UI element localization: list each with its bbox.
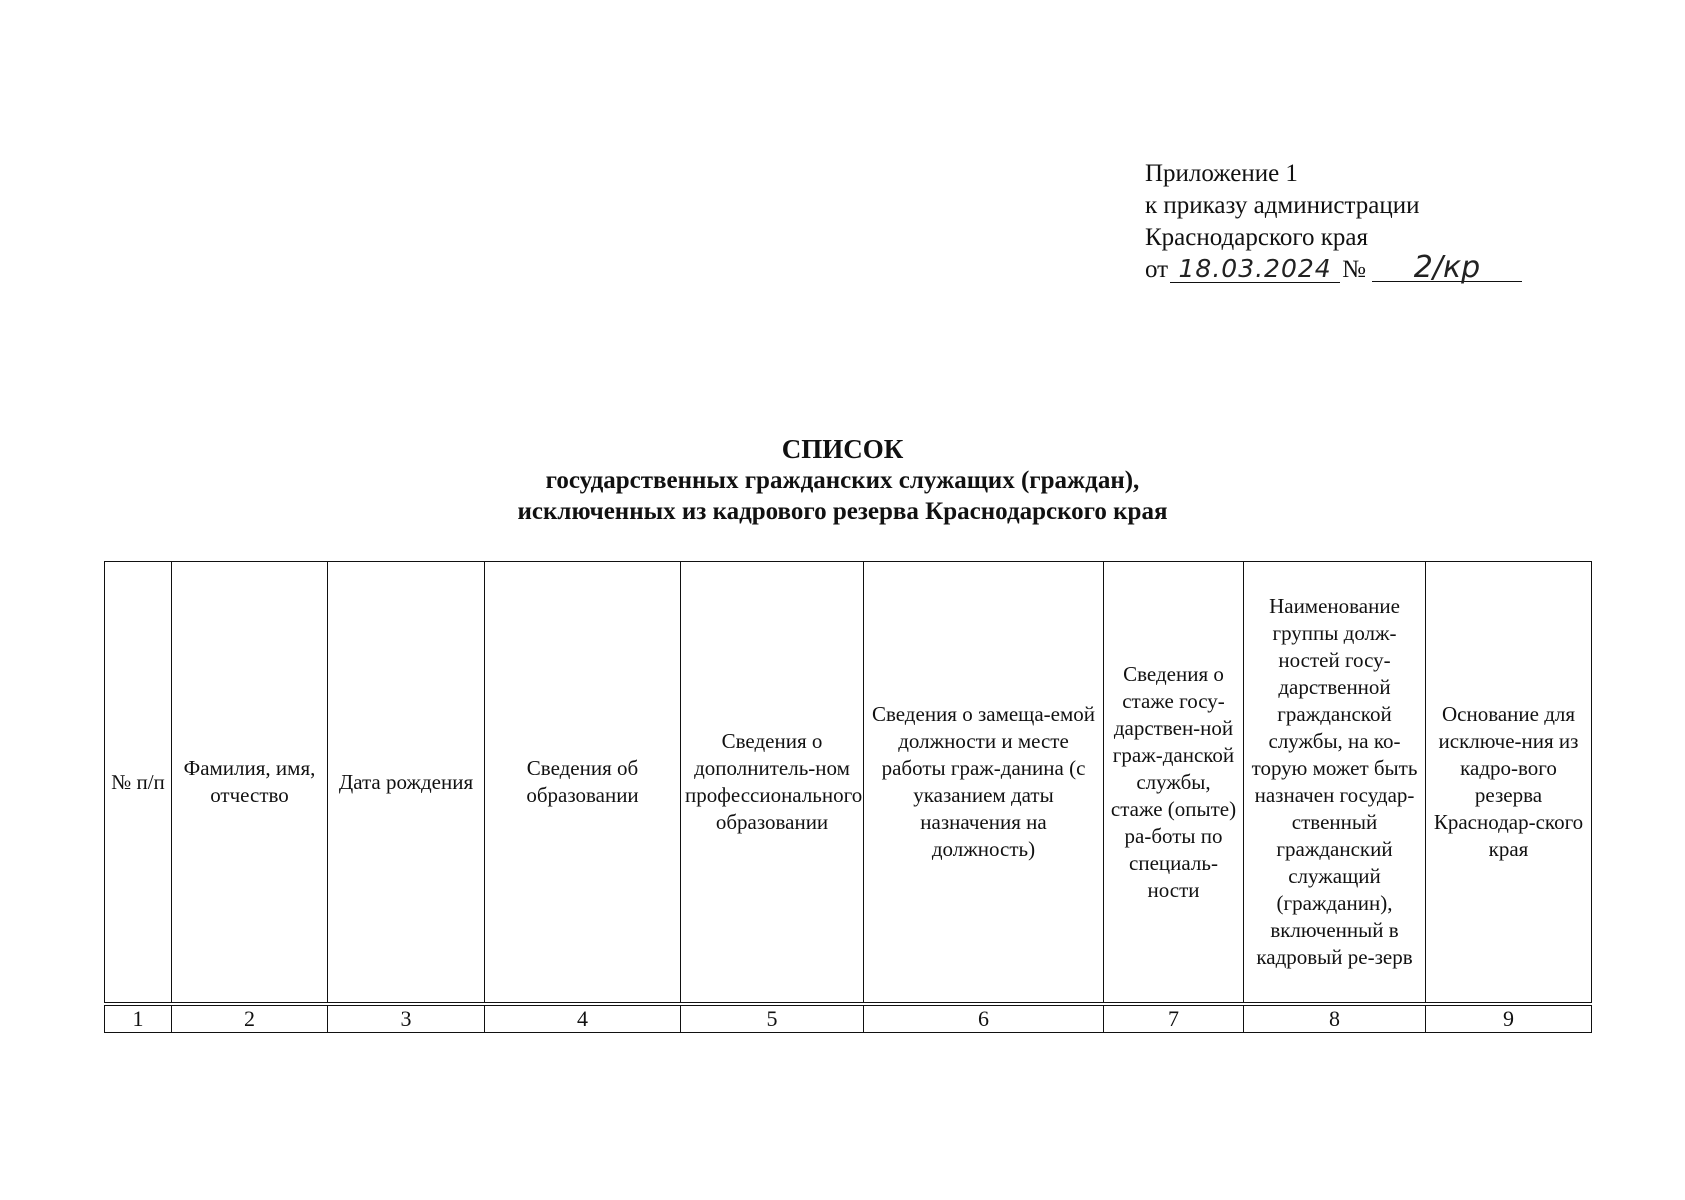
appendix-region: Краснодарского края [1145, 224, 1368, 251]
from-label: от [1145, 256, 1169, 283]
column-number: 5 [681, 1004, 864, 1033]
table-header-row [105, 562, 1592, 1005]
table-column-number-row [105, 1004, 1592, 1033]
order-number-handwritten: 2/кр [1372, 255, 1522, 282]
column-number: 7 [1104, 1004, 1244, 1033]
title-main: СПИСОК [781, 434, 904, 464]
header-cell-exclusion-basis: Основание для исключе-ния из кадро-вого резерва Краснодар-ского края [1426, 562, 1592, 1005]
document-title [0, 434, 1685, 527]
column-number: 1 [105, 1004, 172, 1033]
column-number: 3 [328, 1004, 485, 1033]
header-cell-additional-education: Сведения о дополнитель-ном профессионального образовании [681, 562, 864, 1005]
column-number: 6 [864, 1004, 1104, 1033]
appendix-date-number-line [1145, 250, 1522, 286]
header-cell-current-position: Сведения о замеща-емой должности и месте работы граж-данина (с указанием даты назначения на должность) [864, 562, 1104, 1005]
appendix-order-ref: к приказу администрации [1145, 192, 1420, 219]
column-number: 4 [485, 1004, 681, 1033]
column-number: 2 [172, 1004, 328, 1033]
header-cell-service-experience: Сведения о стаже госу-дарствен-ной граж-данской службы, стаже (опыте) ра-боты по специаль-ности [1104, 562, 1244, 1005]
column-number: 9 [1426, 1004, 1592, 1033]
column-number: 8 [1244, 1004, 1426, 1033]
number-label: № [1342, 256, 1366, 283]
header-cell-position-group: Наименование группы долж-ностей госу-дарственной гражданской службы, на ко-торую может быть назначен государ-ственный гражданский служащий (гражданин), включенный в кадровый ре-зерв [1244, 562, 1426, 1005]
header-cell-education: Сведения об образовании [485, 562, 681, 1005]
header-cell-number: № п/п [105, 562, 172, 1005]
title-subtitle-1: государственных гражданских служащих (граждан), [545, 467, 1140, 494]
title-subtitle-2: исключенных из кадрового резерва Краснодарского края [517, 498, 1168, 525]
appendix-title: Приложение 1 [1145, 160, 1298, 187]
appendix-block [1145, 158, 1522, 286]
order-date-handwritten: 18.03.2024 [1170, 256, 1340, 283]
reserve-exclusion-table [104, 561, 1592, 1033]
header-cell-full-name: Фамилия, имя, отчество [172, 562, 328, 1005]
header-cell-birth-date: Дата рождения [328, 562, 485, 1005]
